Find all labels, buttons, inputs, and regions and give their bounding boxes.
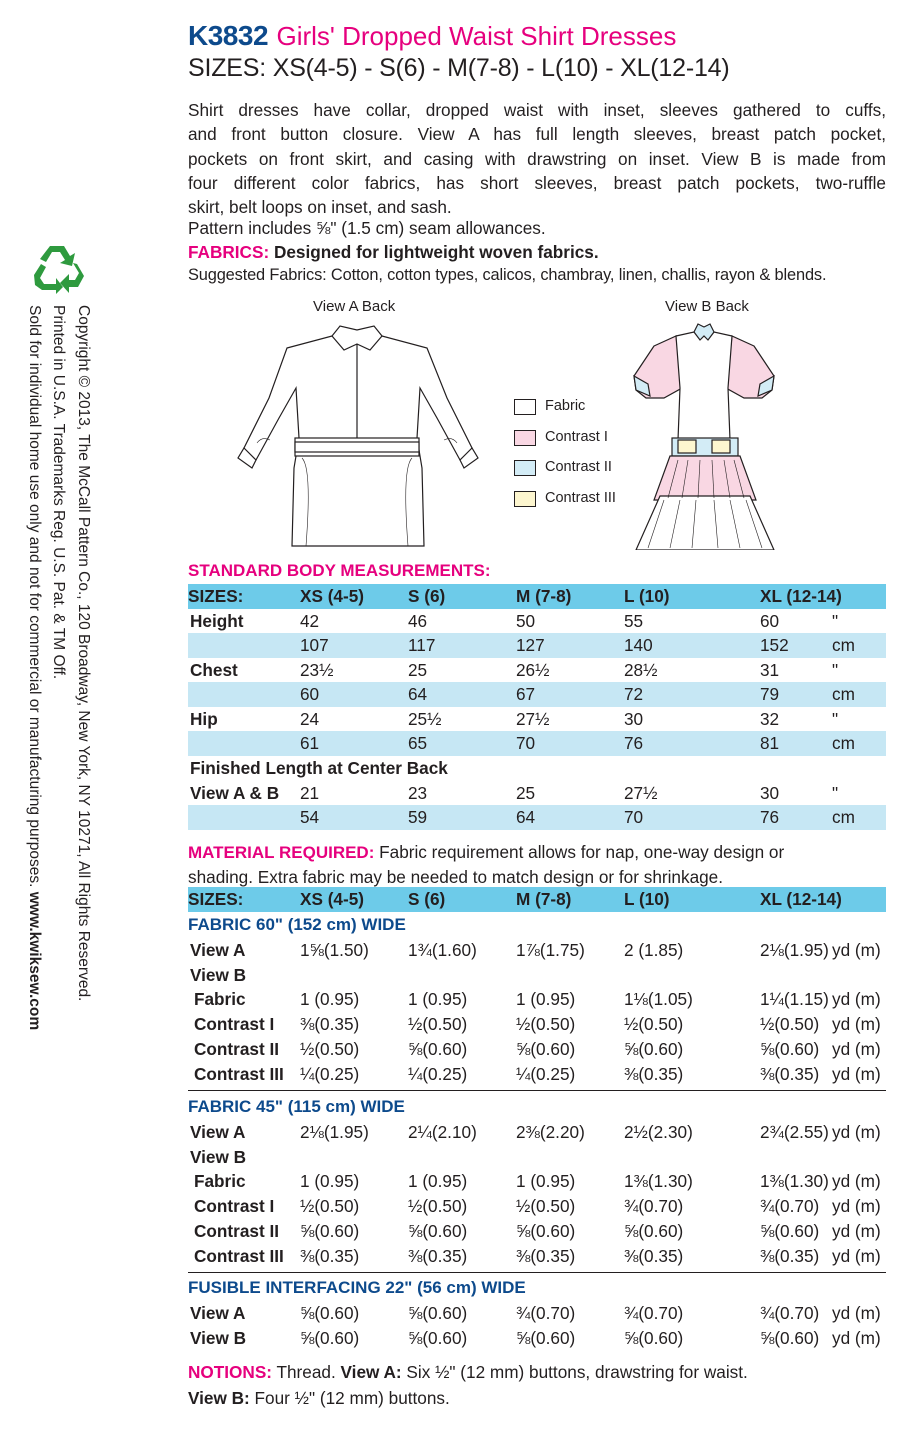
table-row [188, 682, 886, 707]
header-cell-size: XS (4-5) [300, 586, 364, 606]
material-intro-1: Fabric requirement allows for nap, one-way design or [374, 842, 785, 862]
measurements-title: STANDARD BODY MEASUREMENTS: [188, 561, 491, 580]
header-cell-size: S (6) [408, 889, 446, 909]
table-cell: ¼(0.25) [300, 1063, 360, 1084]
unit-cell: " [832, 709, 839, 729]
page-title [188, 20, 676, 52]
table-cell: ½(0.50) [300, 1038, 360, 1059]
notions-view-a: View A: [340, 1362, 402, 1382]
unit-cell: yd (m) [832, 1038, 881, 1059]
row-label: Contrast I [194, 1014, 275, 1035]
table-cell: ½(0.50) [760, 1014, 820, 1035]
row-label: Contrast II [194, 1220, 279, 1241]
table-cell: ⅝(0.60) [408, 1303, 468, 1323]
table-cell: ⅜(0.35) [760, 1063, 820, 1084]
table-cell: ⅝(0.60) [624, 1327, 684, 1348]
unit-cell: yd (m) [832, 1196, 881, 1217]
row-label: Contrast I [194, 1196, 275, 1217]
notions-view-b: View B: [188, 1388, 250, 1408]
table-cell: 1 (0.95) [300, 1171, 360, 1192]
copyright-line: Copyright © 2013, The McCall Pattern Co., 120 Broadway, New York, NY 10271, All Rights Reserved. [75, 305, 92, 1002]
table-cell: 21 [300, 783, 320, 803]
table-cell: ⅜(0.35) [408, 1245, 468, 1266]
unit-cell: yd (m) [832, 1303, 881, 1323]
table-cell: 1 (0.95) [408, 989, 468, 1010]
table-cell: 81 [760, 733, 780, 753]
table-row [188, 1145, 886, 1170]
table-cell: 2⅜(2.20) [516, 1122, 585, 1142]
table-row [188, 1194, 886, 1219]
view-b-illustration [624, 318, 784, 550]
table-cell: 25 [516, 783, 536, 803]
header-cell-sizes: SIZES: [188, 586, 244, 606]
table-row [188, 633, 886, 658]
table-cell: ¾(0.70) [624, 1303, 684, 1323]
copyright-text [21, 305, 95, 1135]
material-section-title: FUSIBLE INTERFACING 22" (56 cm) WIDE [188, 1278, 526, 1297]
sizes-line: SIZES: XS(4-5) - S(6) - M(7-8) - L(10) - XL(12-14) [188, 54, 730, 82]
row-label: Height [190, 611, 244, 631]
legend-label: Contrast I [545, 428, 608, 445]
printed-line: Printed in U.S.A. Trademarks Reg. U.S. Pat. & TM Off. [50, 305, 68, 680]
unit-cell: yd (m) [832, 1220, 881, 1241]
table-cell: 2¾(2.55) [760, 1122, 829, 1142]
table-cell: 65 [408, 733, 428, 753]
unit-cell: yd (m) [832, 1245, 881, 1266]
table-cell: 64 [408, 684, 428, 704]
row-label: View A [190, 940, 246, 960]
table-cell: 32 [760, 709, 780, 729]
table-cell: ½(0.50) [408, 1014, 468, 1035]
table-cell: 59 [408, 807, 428, 827]
table-row [188, 805, 886, 830]
header-cell-size: L (10) [624, 586, 670, 606]
table-cell: 2⅛(1.95) [760, 940, 829, 960]
table-cell: 79 [760, 684, 780, 704]
header-cell-size: M (7-8) [516, 586, 572, 606]
unit-cell: cm [832, 807, 855, 827]
material-intro [188, 840, 886, 890]
unit-cell: yd (m) [832, 989, 881, 1010]
table-cell: ¾(0.70) [516, 1303, 576, 1323]
table-cell: 76 [760, 807, 780, 827]
table-cell: ⅝(0.60) [516, 1220, 576, 1241]
description-line: skirt, belt loops on inset, and sash. [188, 197, 452, 218]
table-cell: ½(0.50) [516, 1196, 576, 1217]
unit-cell: " [832, 660, 839, 680]
website-link[interactable]: www.kwiksew.com [26, 891, 43, 1031]
table-cell: 1 (0.95) [516, 1171, 576, 1192]
table-cell: ⅝(0.60) [300, 1220, 360, 1241]
table-row [188, 1037, 886, 1062]
notions-view-b-text: Four ½" (12 mm) buttons. [249, 1388, 450, 1408]
table-cell: 1 (0.95) [408, 1171, 468, 1192]
table-cell: ½(0.50) [624, 1014, 684, 1035]
pattern-title: Girls' Dropped Waist Shirt Dresses [276, 21, 677, 51]
notions [188, 1359, 748, 1411]
sold-text: Sold for individual home use only and not for commercial or manufacturing purposes. [26, 305, 43, 892]
table-cell: 27½ [516, 709, 550, 729]
row-label: Fabric [194, 1171, 246, 1192]
table-cell: 1⅞(1.75) [516, 940, 585, 960]
header-cell-size: L (10) [624, 889, 670, 909]
table-cell: 54 [300, 807, 320, 827]
table-row [188, 963, 886, 988]
table-cell: ⅝(0.60) [624, 1220, 684, 1241]
table-cell: 64 [516, 807, 536, 827]
unit-cell: cm [832, 684, 855, 704]
table-row [188, 707, 886, 732]
legend-swatch [514, 491, 536, 507]
table-cell: ½(0.50) [300, 1196, 360, 1217]
legend-label: Fabric [545, 398, 586, 414]
table-row [188, 1120, 886, 1145]
table-cell: ⅝(0.60) [408, 1220, 468, 1241]
recycle-icon [30, 242, 86, 294]
sold-line [22, 305, 47, 1135]
table-cell: 2½(2.30) [624, 1122, 693, 1142]
material-intro-2: shading. Extra fabric may be needed to match design or for shrinkage. [188, 867, 724, 888]
header-cell-size: XS (4-5) [300, 889, 364, 909]
row-label: Chest [190, 660, 238, 680]
table-cell: 72 [624, 684, 644, 704]
table-cell: 140 [624, 635, 653, 655]
table-cell: ⅜(0.35) [624, 1245, 684, 1266]
table-cell: 23 [408, 783, 428, 803]
table-cell: 76 [624, 733, 644, 753]
table-cell: ⅜(0.35) [760, 1245, 820, 1266]
description-line: pockets on front skirt, and casing with drawstring on inset. View B is made from [188, 148, 886, 169]
unit-cell: " [832, 611, 839, 631]
view-b-label: View B Back [665, 298, 749, 315]
table-cell: ¼(0.25) [408, 1063, 468, 1084]
unit-cell: yd (m) [832, 1171, 881, 1192]
table-row [188, 1244, 886, 1269]
table-cell: 2⅛(1.95) [300, 1122, 369, 1142]
table-row [188, 1301, 886, 1326]
table-cell: 60 [300, 684, 320, 704]
table-cell: ⅝(0.60) [760, 1220, 820, 1241]
legend-label: Contrast III [545, 489, 616, 506]
table-cell: 42 [300, 611, 320, 631]
fabrics-label: FABRICS: [188, 242, 270, 262]
table-cell: ⅝(0.60) [408, 1327, 468, 1348]
header-cell-size: M (7-8) [516, 889, 572, 909]
row-label: View A & B [190, 783, 280, 803]
table-cell: ⅝(0.60) [516, 1327, 576, 1348]
table-cell: 107 [300, 635, 329, 655]
table-cell: ¾(0.70) [760, 1303, 820, 1323]
unit-cell: yd (m) [832, 940, 881, 960]
table-row [188, 938, 886, 963]
table-cell: 24 [300, 709, 320, 729]
table-cell: ⅝(0.60) [760, 1038, 820, 1059]
table-cell: 28½ [624, 660, 658, 680]
row-label: View B [190, 1327, 247, 1348]
row-label: Contrast III [194, 1063, 284, 1084]
table-cell: ¼(0.25) [516, 1063, 576, 1084]
header-cell-sizes: SIZES: [188, 889, 244, 909]
table-cell: 1¾(1.60) [408, 940, 477, 960]
table-row [188, 987, 886, 1012]
table-row [188, 1169, 886, 1194]
view-a-illustration [232, 318, 482, 550]
table-row [188, 658, 886, 683]
table-row [188, 1062, 886, 1087]
table-cell: 1 (0.95) [300, 989, 360, 1010]
table-cell: 31 [760, 660, 780, 680]
table-cell: ½(0.50) [516, 1014, 576, 1035]
table-cell: 26½ [516, 660, 550, 680]
table-cell: 70 [516, 733, 536, 753]
row-label: Hip [190, 709, 218, 729]
table-cell: 27½ [624, 783, 658, 803]
row-label: Finished Length at Center Back [190, 758, 448, 778]
table-cell: 23½ [300, 660, 334, 680]
header-cell-size: XL (12-14) [760, 586, 842, 606]
table-row [188, 609, 886, 634]
section-divider [188, 1090, 886, 1091]
table-cell: ⅝(0.60) [300, 1327, 360, 1348]
section-divider [188, 1272, 886, 1273]
pattern-code: K3832 [188, 20, 269, 51]
table-cell: 2 (1.85) [624, 940, 684, 960]
fabrics-line [188, 242, 599, 263]
table-cell: 152 [760, 635, 789, 655]
view-a-label: View A Back [313, 298, 396, 315]
material-title: MATERIAL REQUIRED: [188, 843, 375, 862]
table-cell: 67 [516, 684, 536, 704]
table-cell: 1⅛(1.05) [624, 989, 693, 1010]
unit-cell: yd (m) [832, 1327, 881, 1348]
table-cell: ⅜(0.35) [300, 1245, 360, 1266]
suggested-fabrics: Suggested Fabrics: Cotton, cotton types, calicos, chambray, linen, challis, rayon & blends. [188, 266, 827, 284]
table-cell: 30 [624, 709, 644, 729]
material-section-title: FABRIC 45" (115 cm) WIDE [188, 1097, 405, 1116]
table-cell: 1¼(1.15) [760, 989, 829, 1010]
header-cell-size: S (6) [408, 586, 446, 606]
table-cell: ⅜(0.35) [516, 1245, 576, 1266]
table-cell: 55 [624, 611, 644, 631]
unit-cell: yd (m) [832, 1014, 881, 1035]
description-line: and front button closure. View A has full length sleeves, breast patch pocket, [188, 124, 886, 145]
unit-cell: yd (m) [832, 1063, 881, 1084]
legend-swatch [514, 399, 536, 415]
row-label: View A [190, 1303, 246, 1323]
table-cell: 25½ [408, 709, 442, 729]
table-cell: 70 [624, 807, 644, 827]
material-header-row [188, 887, 886, 912]
notions-view-a-text: Six ½" (12 mm) buttons, drawstring for waist. [401, 1362, 748, 1382]
table-cell: ⅜(0.35) [300, 1014, 360, 1035]
fabrics-text: Designed for lightweight woven fabrics. [269, 242, 599, 262]
table-cell: 50 [516, 611, 536, 631]
notions-label: NOTIONS: [188, 1362, 273, 1382]
table-cell: 1⅝(1.50) [300, 940, 369, 960]
table-row [188, 756, 886, 781]
table-cell: ⅜(0.35) [624, 1063, 684, 1084]
table-cell: ⅝(0.60) [760, 1327, 820, 1348]
row-label: Contrast II [194, 1038, 279, 1059]
table-cell: 1⅜(1.30) [760, 1171, 829, 1192]
pattern-seam-line: Pattern includes ⅝" (1.5 cm) seam allowances. [188, 218, 546, 238]
table-row [188, 781, 886, 806]
row-label: Contrast III [194, 1245, 284, 1266]
row-label: View B [190, 1146, 247, 1167]
table-cell: 2¼(2.10) [408, 1122, 477, 1142]
table-row [188, 1326, 886, 1351]
table-cell: 1 (0.95) [516, 989, 576, 1010]
table-cell: ⅝(0.60) [624, 1038, 684, 1059]
table-cell: ⅝(0.60) [300, 1303, 360, 1323]
table-row [188, 1219, 886, 1244]
row-label: View B [190, 964, 247, 985]
legend-swatch [514, 430, 536, 446]
unit-cell: cm [832, 733, 855, 753]
table-row [188, 731, 886, 756]
unit-cell: " [832, 783, 839, 803]
table-cell: 25 [408, 660, 428, 680]
material-section-title: FABRIC 60" (152 cm) WIDE [188, 915, 406, 934]
row-label: View A [190, 1122, 246, 1142]
table-cell: 30 [760, 783, 780, 803]
table-row [188, 1012, 886, 1037]
measurements-header-row [188, 584, 886, 609]
legend-label: Contrast II [545, 459, 612, 475]
table-cell: ¾(0.70) [760, 1196, 820, 1217]
table-cell: ⅝(0.60) [408, 1038, 468, 1059]
legend-swatch [514, 460, 536, 476]
table-cell: ⅝(0.60) [516, 1038, 576, 1059]
table-cell: 46 [408, 611, 428, 631]
table-cell: 61 [300, 733, 320, 753]
table-cell: ½(0.50) [408, 1196, 468, 1217]
row-label: Fabric [194, 989, 246, 1010]
description-line: four different color fabrics, has short sleeves, breast patch pockets, two-ruffle [188, 172, 886, 193]
header-cell-size: XL (12-14) [760, 889, 842, 909]
table-cell: 60 [760, 611, 780, 631]
table-cell: 1⅜(1.30) [624, 1171, 693, 1192]
description [188, 98, 886, 219]
unit-cell: cm [832, 635, 855, 655]
table-cell: 117 [408, 635, 436, 655]
table-cell: ¾(0.70) [624, 1196, 684, 1217]
unit-cell: yd (m) [832, 1122, 881, 1142]
notions-text: Thread. [272, 1362, 341, 1382]
description-line: Shirt dresses have collar, dropped waist with inset, sleeves gathered to cuffs, [188, 100, 886, 120]
table-cell: 127 [516, 635, 545, 655]
